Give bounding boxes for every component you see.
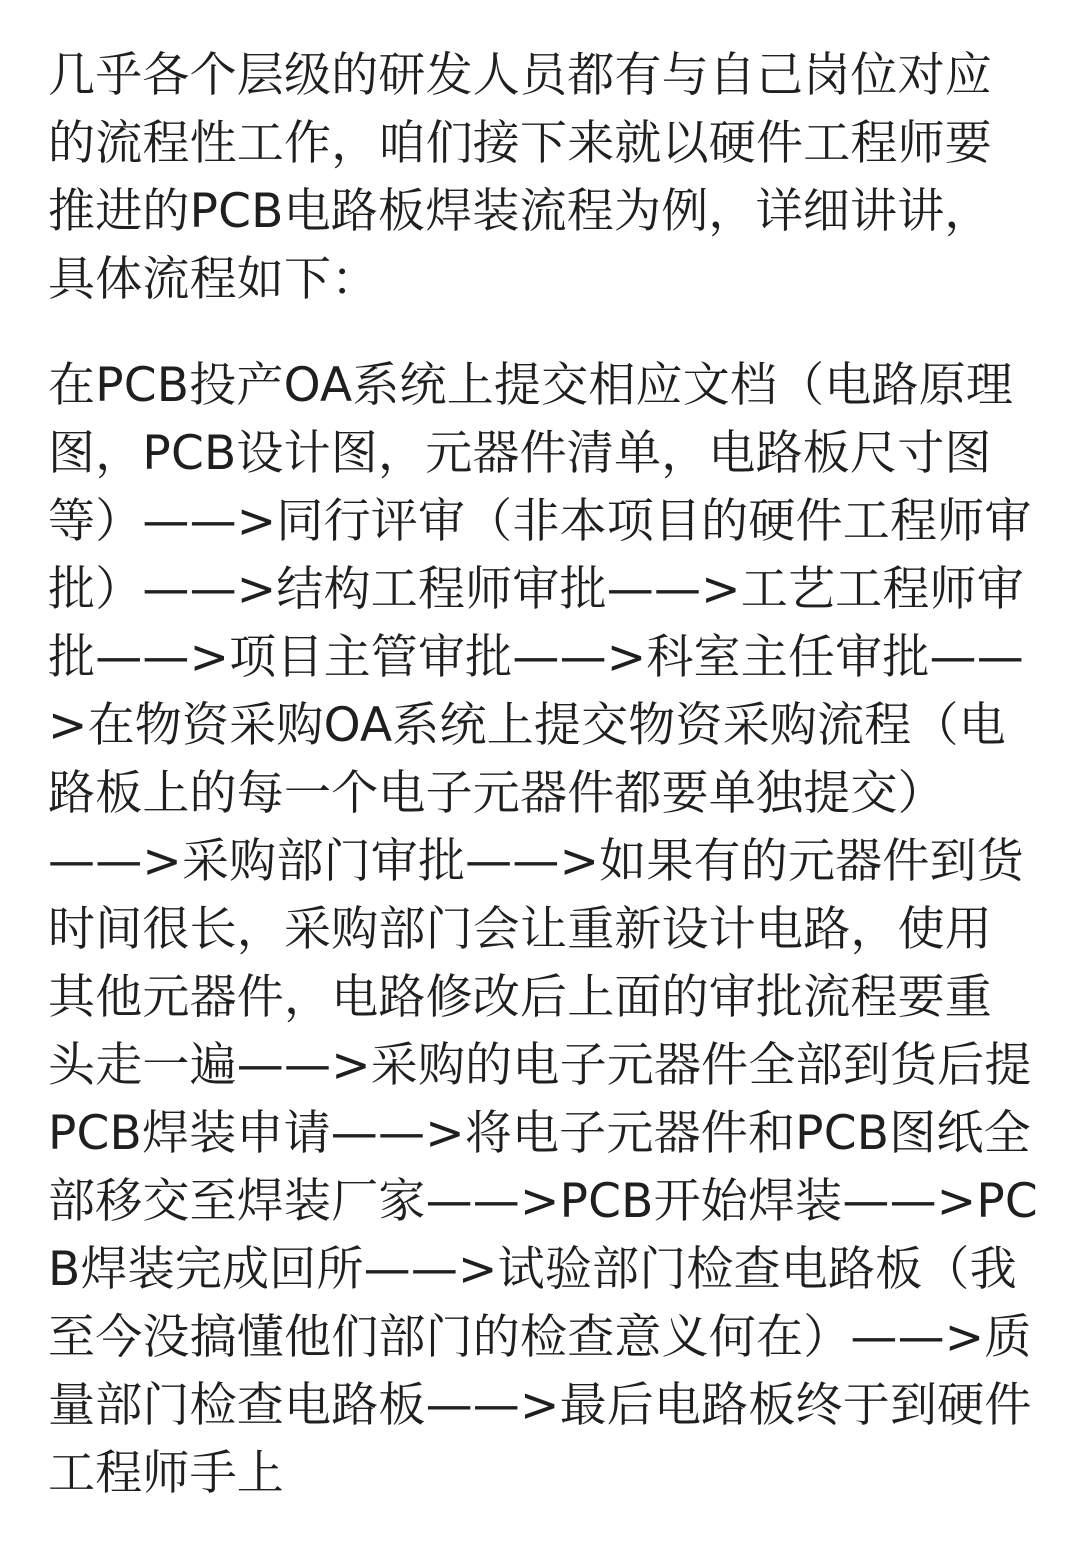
intro-paragraph: 几乎各个层级的研发人员都有与自己岗位对应的流程性工作，咱们接下来就以硬件工程师要推进的PCB电路板焊装流程为例，详细讲讲，具体流程如下： bbox=[48, 48, 992, 307]
process-paragraph: 在PCB投产OA系统上提交相应文档（电路原理图，PCB设计图，元器件清单，电路板尺寸图等）——>同行评审（非本项目的硬件工程师审批）——>结构工程师审批——>工艺工程师审批——>项目主管审批——>科室主任审批——>在物资采购OA系统上提交物资采购流程（电路板上的每一个电子元器件都要单独提交）——>采购部门审批——>如果有的元器件到货时间很长，采购部门会让重新设计电路，使用其他元器件，电路修改后上面的审批流程要重头走一遍——>采购的电子元器件全部到货后提PCB焊装申请——>将电子元器件和PCB图纸全部移交至焊装厂家——>PCB开始焊装——>PCB焊装完成回所——>试验部门检查电路板（我至今没搞懂他们部门的检查意义何在）——>质量部门检查电路板——>最后电路板终于到硬件工程师手上 bbox=[48, 358, 1038, 1501]
